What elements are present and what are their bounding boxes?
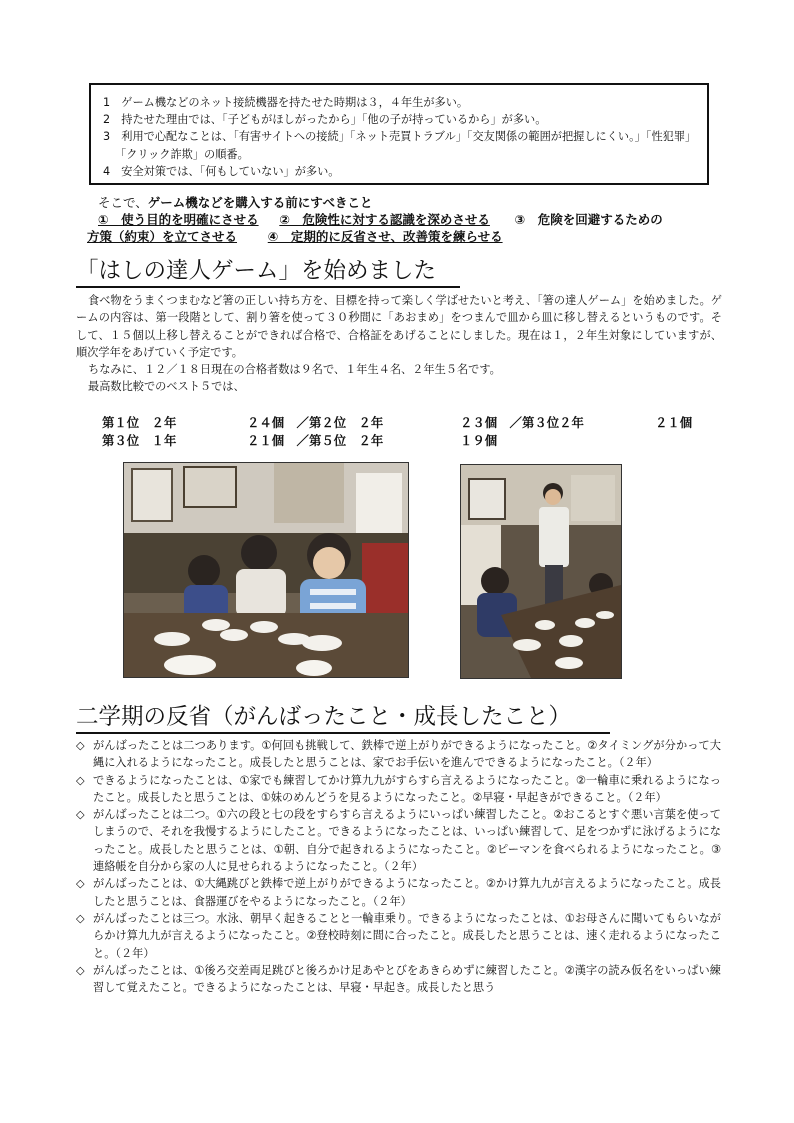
advice-intro: そこで、 xyxy=(98,195,148,210)
chopsticks-game-paragraph-3: 最高数比較でのベスト５では、 xyxy=(88,380,245,394)
classroom-photo-1 xyxy=(123,462,409,678)
ranking-cell: 第３位 １年 xyxy=(102,433,177,448)
summary-line-1: 1 ゲーム機などのネット接続機器を持たせた時期は３，４年生が多い。 xyxy=(103,96,469,109)
advice-items-row-2 xyxy=(87,228,738,245)
ranking-cell: ２３個 ／第３位２年 xyxy=(460,415,584,430)
classroom-photo-2 xyxy=(460,464,622,679)
ranking-row-2 xyxy=(102,432,722,450)
chopsticks-game-heading: 「はしの達人ゲーム」を始めました xyxy=(76,257,460,288)
list-item xyxy=(76,806,721,875)
reflection-text: がんばったことは二つ。①六の段と七の段をすらすら言えるようにいっぱい練習したこと。②おこるとすぐ悪い言葉を使ってしまうので、それを我慢するようにしたこと。できるようになったことは、いっぱい練習して、足をつかずに泳げるようになったこと。成長したと思うことは、①朝、自分で起きれるようになったこと。②ピーマンを食べられるようになったこと。③連絡帳を自分から家の人に見せられるようになったこと。（２年） xyxy=(93,808,721,874)
advice-item-4: ④ 定期的に反省させ、改善策を練らせる xyxy=(267,229,503,244)
reflection-text: がんばったことは、①後ろ交差両足跳びと後ろかけ足あやとびをあきらめずに練習したこと。②漢字の読み仮名をいっぱい練習して覚えたこと。できるようになったことは、早寝・早起き。成長したと思う xyxy=(93,963,721,995)
ranking-cell: ２４個 ／第２位 ２年 xyxy=(247,415,384,430)
summary-line-3: 3 利用で心配なことは、「有害サイトへの接続」「ネット売買トラブル」「交友関係の範囲が把握しにくい。」「性犯罪」「クリック詐欺」の順番。 xyxy=(103,130,691,161)
diamond-bullet-icon: ◇ xyxy=(76,911,85,925)
best-five-ranking xyxy=(102,414,722,450)
chopsticks-game-text xyxy=(76,292,722,396)
diamond-bullet-icon: ◇ xyxy=(76,808,85,822)
diamond-bullet-icon: ◇ xyxy=(76,739,85,752)
summary-line-2: 2 持たせた理由では、「子どもがほしがったから」「他の子が持っているから」が多い。 xyxy=(103,113,547,127)
advice-item-3a: ③ 危険を回避するための xyxy=(514,212,663,227)
chopsticks-game-paragraph-1: 食べ物をうまくつまむなど箸の正しい持ち方を、目標を持って楽しく学ばせたいと考え、「箸の達人ゲーム」を始めました。ゲームの内容は、第一段階として、割り箸を使って３０秒間に「あおまめ」をつまんで皿から皿に移し替えるというものです。そして、１５個以上移し替えることができれば合格で、合格証をあげることにしました。現在は１，２年生対象にしていますが、順次学年をあげていく予定です。 xyxy=(76,294,722,359)
second-term-reflection-heading: 二学期の反省（がんばったこと・成長したこと） xyxy=(76,703,610,734)
survey-summary-box xyxy=(89,83,709,185)
advice-title-row xyxy=(98,194,738,211)
diamond-bullet-icon: ◇ xyxy=(76,773,85,787)
summary-line-4: 4 安全対策では、「何もしていない」が多い。 xyxy=(103,164,340,178)
reflection-text: がんばったことは三つ。水泳、朝早く起きることと一輪車乗り。できるようになったことは、①お母さんに聞いてもらいながらかけ算九九が言えるようになったこと。②登校時刻に間に合ったこと。成長したと思うことは、速く走れるようになったこと。（２年） xyxy=(93,911,721,960)
advice-title: ゲーム機などを購入する前にすべきこと xyxy=(147,195,373,210)
classroom-photo-2-image xyxy=(461,465,621,678)
chopsticks-game-paragraph-2: ちなみに、１２／１８日現在の合格者数は９名で、１年生４名、２年生５名です。 xyxy=(88,363,501,377)
ranking-cell: ２１個 ／第５位 ２年 xyxy=(247,433,384,448)
advice-item-2: ② 危険性に対する認識を深めさせる xyxy=(279,212,490,227)
advice-item-1: ① 使う目的を明確にさせる xyxy=(98,212,259,227)
purchase-advice xyxy=(87,194,738,245)
list-item xyxy=(76,910,721,962)
reflection-text: がんばったことは、①大縄跳びと鉄棒で逆上がりができるようになったこと。②かけ算九九が言えるようになったこと。成長したと思うことは、食器運びをやるようになったこと。（２年） xyxy=(93,877,721,908)
reflection-text: できるようになったことは、①家でも練習してかけ算九九がすらすら言えるようになったこと。②一輪車に乗れるようになったこと。成長したと思うことは、①妹のめんどうを見るようになったこと。②早寝・早起きができること。（２年） xyxy=(93,773,721,804)
ranking-row-1 xyxy=(102,414,722,432)
reflection-list xyxy=(76,737,721,996)
advice-items-row xyxy=(98,211,738,228)
diamond-bullet-icon: ◇ xyxy=(76,877,85,891)
ranking-cell: 第１位 ２年 xyxy=(102,415,177,430)
list-item xyxy=(76,737,721,772)
classroom-photo-1-image xyxy=(124,463,408,677)
advice-item-3b: 方策（約束）を立てさせる xyxy=(87,229,238,244)
diamond-bullet-icon: ◇ xyxy=(76,963,85,977)
list-item xyxy=(76,875,721,910)
ranking-cell: ２１個 xyxy=(655,415,693,430)
list-item xyxy=(76,962,721,997)
list-item xyxy=(76,772,721,807)
reflection-text: がんばったことは二つあります。①何回も挑戦して、鉄棒で逆上がりができるようになったこと。②タイミングが分かって大縄に入れるようになったこと。成長したと思うことは、家でお手伝いを進んでできるようになったこと。（２年） xyxy=(93,739,721,770)
ranking-cell: １９個 xyxy=(460,433,498,448)
